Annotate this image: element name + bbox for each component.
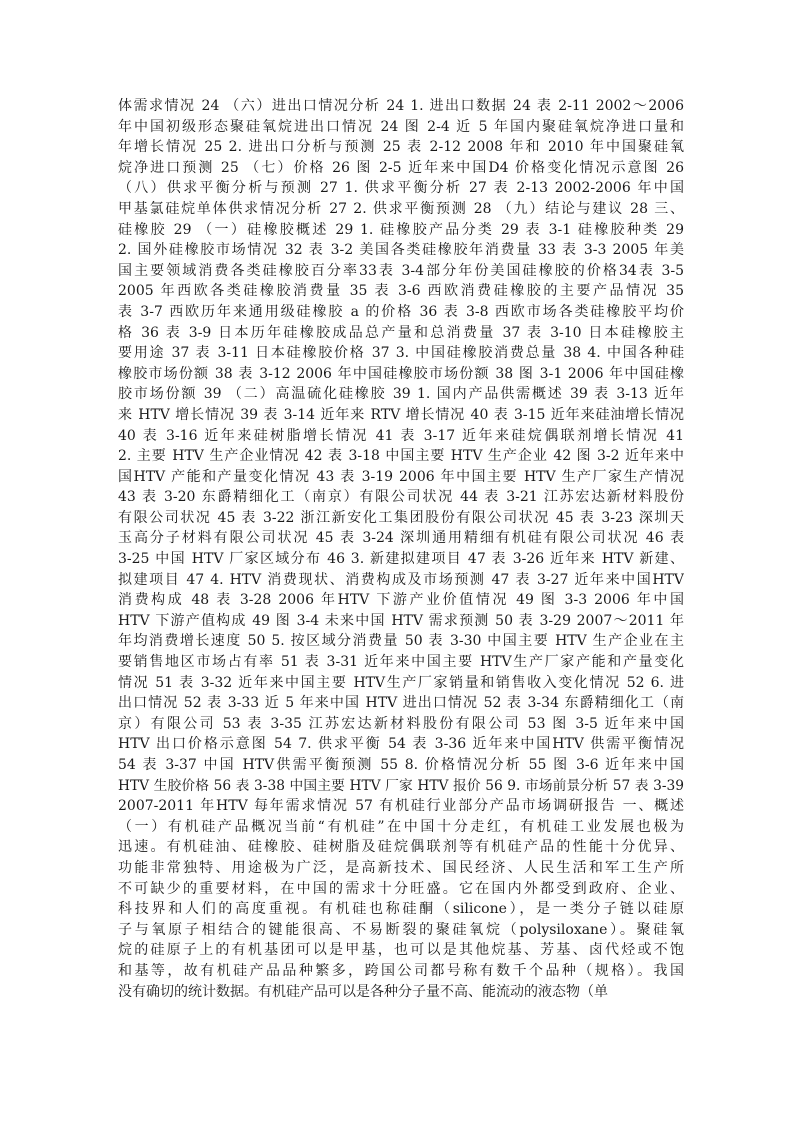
text-line: 橡胶市场份额 38 表 3-12 2006 年中国硅橡胶市场份额 38 图 3-1 2006 年中国硅橡	[118, 365, 684, 382]
text-line: 迅速。有机硅油、硅橡胶、硅树脂及硅烷偶联剂等有机硅产品的性能十分优异、	[118, 839, 684, 856]
text-line: 没有确切的统计数据。有机硅产品可以是各种分子量不高、能流动的液态物（单	[118, 983, 608, 1000]
text-line: 情况 51 表 3-32 近年来中国主要 HTV生产厂家销量和销售收入变化情况 52 6. 进	[118, 674, 684, 691]
text-line: 胶市场份额 39 （二）高温硫化硅橡胶 39 1. 国内产品供需概述 39 表 3-13 近年	[118, 386, 684, 403]
text-line: 要用途 37 表 3-11 日本硅橡胶价格 37 3. 中国硅橡胶消费总量 38 4. 中国各种硅	[118, 345, 684, 362]
text-line: 甲基氯硅烷单体供求情况分析 27 2. 供求平衡预测 28 （九）结论与建议 28 三、	[118, 200, 684, 217]
text-line: 硅橡胶 29 （一）硅橡胶概述 29 1. 硅橡胶产品分类 29 表 3-1 硅橡胶种类 29	[118, 221, 684, 238]
text-line: 烷的硅原子上的有机基团可以是甲基，也可以是其他烷基、芳基、卤代烃或不饱	[118, 942, 684, 959]
text-line: 出口情况 52 表 3-33 近 5 年来中国 HTV 进出口情况 52 表 3-34 东爵精细化工（南	[118, 695, 684, 712]
text-line: 京）有限公司 53 表 3-35 江苏宏达新材料股份有限公司 53 图 3-5 近年来中国	[118, 715, 684, 732]
text-line: 拟建项目 47 4. HTV 消费现状、消费构成及市场预测 47 表 3-27 近年来中国HTV	[118, 571, 684, 588]
text-line: 表 3-7 西欧历年来通用级硅橡胶 a 的价格 36 表 3-8 西欧市场各类硅橡胶平均价	[118, 303, 684, 320]
text-line: 43 表 3-20 东爵精细化工（南京）有限公司状况 44 表 3-21 江苏宏达新材料股份	[118, 489, 684, 506]
text-line: 有限公司状况 45 表 3-22 浙江新安化工集团股份有限公司状况 45 表 3-23 深圳天	[118, 509, 684, 526]
text-line: HTV 下游产值构成 49 图 3-4 未来中国 HTV 需求预测 50 表 3-29 2007～2011 年	[118, 612, 684, 629]
text-line: 烷净进口预测 25 （七）价格 26 图 2-5 近年来中国D4 价格变化情况示意图 26	[118, 159, 684, 176]
text-line: HTV 生胶价格 56 表 3-38 中国主要 HTV 厂家 HTV 报价 56 9. 市场前景分析 57 表 3-39	[118, 777, 684, 794]
text-line: 科技界和人们的高度重视。有机硅也称硅酮（silicone），是一类分子链以硅原	[118, 901, 684, 918]
text-line: 3-25 中国 HTV 厂家区域分布 46 3. 新建拟建项目 47 表 3-26 近年来 HTV 新建、	[118, 551, 684, 568]
text-line: 54 表 3-37 中国 HTV供需平衡预测 55 8. 价格情况分析 55 图 3-6 近年来中国	[118, 757, 684, 773]
text-line: 国主要领域消费各类硅橡胶百分率33表 3-4部分年份美国硅橡胶的价格34表 3-5	[118, 262, 684, 279]
text-line: 40 表 3-16 近年来硅树脂增长情况 41 表 3-17 近年来硅烷偶联剂增长情况 41	[118, 427, 684, 444]
text-line: HTV 出口价格示意图 54 7. 供求平衡 54 表 3-36 近年来中国HTV 供需平衡情况	[118, 736, 684, 753]
text-line: 不可缺少的重要材料，在中国的需求十分旺盛。它在国内外都受到政府、企业、	[118, 880, 684, 897]
text-line: 功能非常独特、用途极为广泛，是高新技术、国民经济、人民生活和军工生产所	[118, 859, 684, 876]
text-line: 2005 年西欧各类硅橡胶消费量 35 表 3-6 西欧消费硅橡胶的主要产品情况 35	[118, 283, 684, 300]
text-line: （八）供求平衡分析与预测 27 1. 供求平衡分析 27 表 2-13 2002-2006 年中国	[118, 180, 684, 197]
text-line: 和基等，故有机硅产品品种繁多，跨国公司都号称有数千个品种（规格）。我国	[118, 962, 684, 979]
body-text	[118, 96, 684, 1002]
text-line: 2007-2011 年HTV 每年需求情况 57 有机硅行业部分产品市场调研报告 一、概述	[118, 798, 684, 815]
text-line: 玉高分子材料有限公司状况 45 表 3-24 深圳通用精细有机硅有限公司状况 46 表	[118, 530, 684, 547]
text-line: 国HTV 产能和产量变化情况 43 表 3-19 2006 年中国主要 HTV 生产厂家生产情况	[118, 468, 684, 485]
text-line: 2. 国外硅橡胶市场情况 32 表 3-2 美国各类硅橡胶年消费量 33 表 3-3 2005 年美	[118, 242, 684, 259]
text-line: （一）有机硅产品概况当前“有机硅”在中国十分走红，有机硅工业发展也极为	[118, 818, 684, 835]
text-line: 年均消费增长速度 50 5. 按区域分消费量 50 表 3-30 中国主要 HTV 生产企业在主	[118, 633, 684, 650]
text-line: 年增长情况 25 2. 进出口分析与预测 25 表 2-12 2008 年和 2010 年中国聚硅氧	[118, 139, 684, 156]
text-line: 消费构成 48 表 3-28 2006 年HTV 下游产业价值情况 49 图 3-3 2006 年中国	[118, 592, 684, 609]
text-line: 体需求情况 24 （六）进出口情况分析 24 1. 进出口数据 24 表 2-11 2002～2006	[118, 98, 684, 114]
text-line: 格 36 表 3-9 日本历年硅橡胶成品总产量和总消费量 37 表 3-10 日本硅橡胶主	[118, 324, 684, 341]
text-line: 要销售地区市场占有率 51 表 3-31 近年来中国主要 HTV生产厂家产能和产量变化	[118, 654, 684, 671]
text-line: 来 HTV 增长情况 39 表 3-14 近年来 RTV 增长情况 40 表 3-15 近年来硅油增长情况	[118, 406, 684, 423]
text-line: 子与氧原子相结合的键能很高、不易断裂的聚硅氧烷（polysiloxane）。聚硅氧	[118, 921, 684, 938]
text-line: 2. 主要 HTV 生产企业情况 42 表 3-18 中国主要 HTV 生产企业 42 图 3-2 近年来中	[118, 448, 684, 465]
text-line: 年中国初级形态聚硅氧烷进出口情况 24 图 2-4 近 5 年国内聚硅氧烷净进口量和	[118, 118, 684, 135]
